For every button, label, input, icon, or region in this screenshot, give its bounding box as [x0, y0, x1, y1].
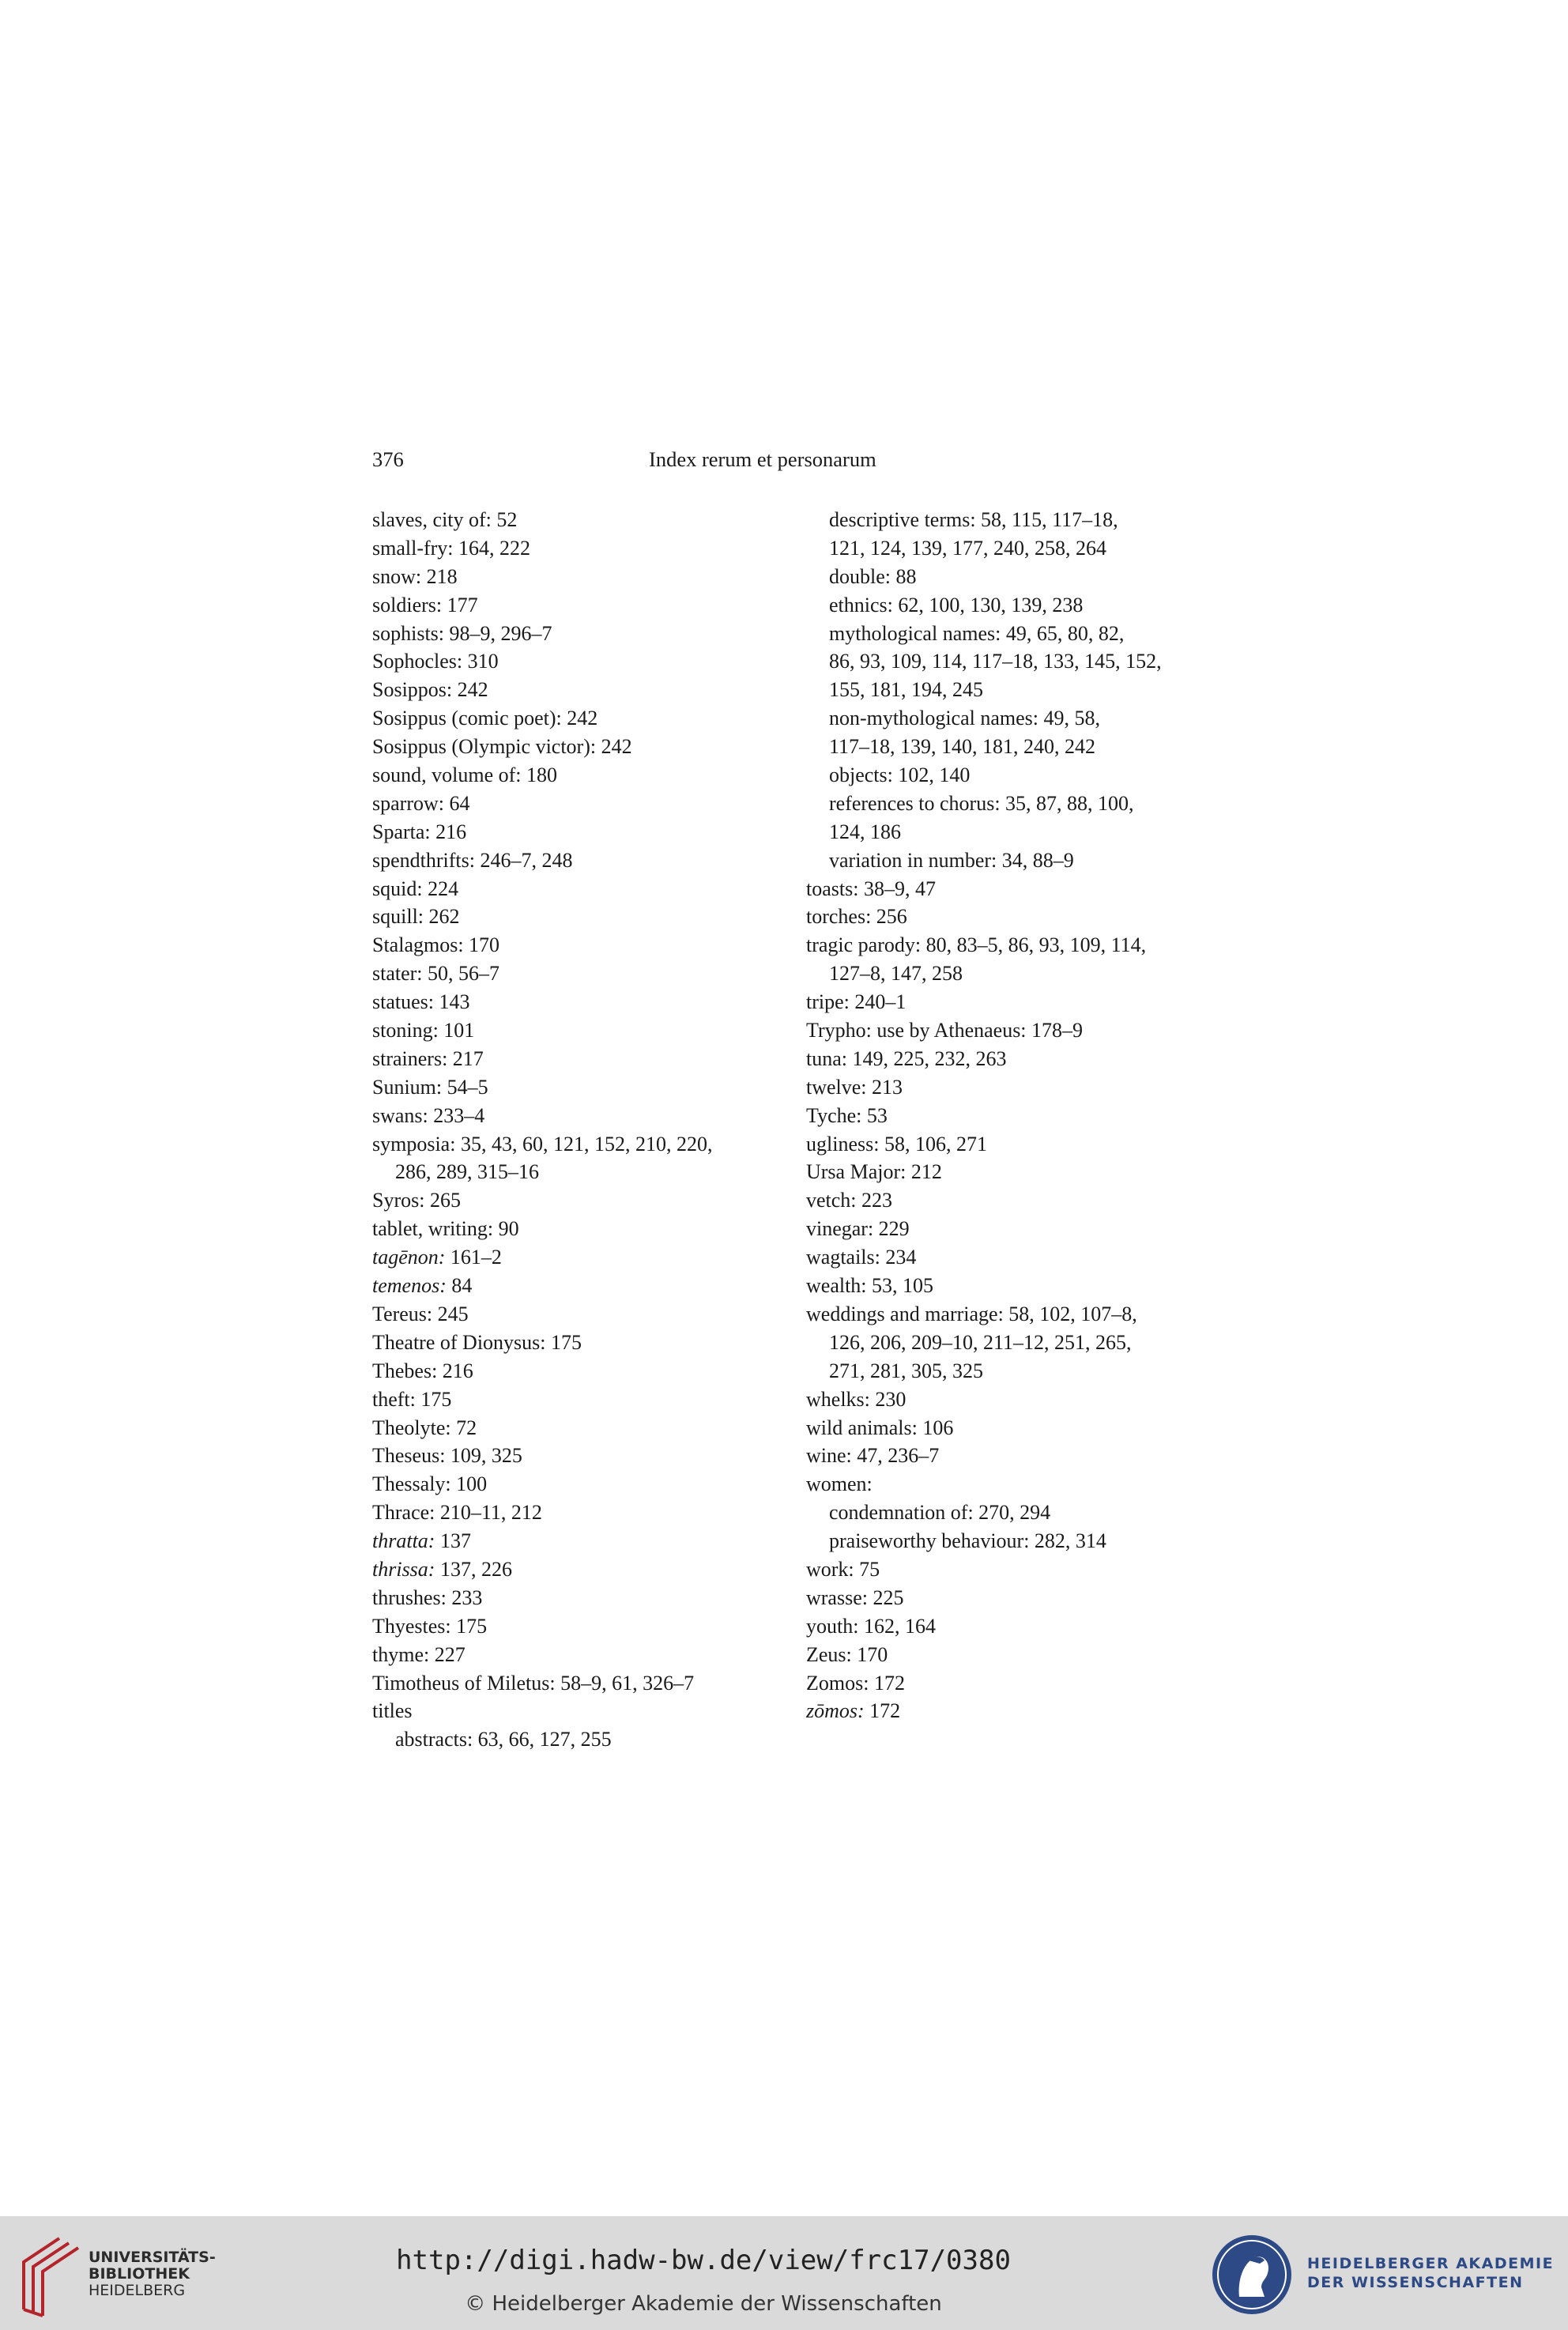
index-entry [806, 1102, 1217, 1130]
index-entry-text: 161–2 [445, 1246, 502, 1269]
index-entry-text: variation in number: 34, 88–9 [829, 848, 1074, 872]
index-entry [806, 790, 1217, 818]
index-entry-text: references to chorus: 35, 87, 88, 100, [829, 791, 1134, 815]
viewer-footer [0, 2216, 1568, 2330]
index-entry-text: 172 [864, 1699, 901, 1723]
index-entry [372, 506, 767, 534]
index-entry-text: Thebes: 216 [372, 1359, 473, 1382]
index-entry [372, 1612, 767, 1641]
index-entry-text: wine: 47, 236–7 [806, 1444, 940, 1468]
index-entry-text: Syros: 265 [372, 1189, 461, 1212]
index-entry [372, 1272, 767, 1300]
index-entry-text: sparrow: 64 [372, 791, 470, 815]
index-entry-text: 155, 181, 194, 245 [829, 678, 983, 702]
index-entry [806, 960, 1217, 988]
index-entry [372, 1329, 767, 1357]
index-entry [806, 1527, 1217, 1555]
index-entry-text: symposia: 35, 43, 60, 121, 152, 210, 220, [372, 1132, 713, 1156]
index-entry-text: non-mythological names: 49, 58, [829, 707, 1101, 730]
index-entry [806, 1442, 1217, 1470]
index-entry [372, 1725, 767, 1754]
index-entry [372, 790, 767, 818]
index-entry-text: wrasse: 225 [806, 1585, 904, 1609]
index-entry-text: twelve: 213 [806, 1075, 903, 1099]
index-entry-text: Sparta: 216 [372, 820, 467, 843]
index-entry [372, 761, 767, 790]
index-entry-text: 124, 186 [829, 820, 901, 843]
index-entry [372, 1386, 767, 1414]
library-name-line1: UNIVERSITÄTS- [89, 2249, 216, 2266]
index-entry-text: youth: 162, 164 [806, 1614, 936, 1638]
index-entry-text: 137 [435, 1529, 471, 1553]
index-entry-text: whelks: 230 [806, 1387, 906, 1411]
index-entry [806, 1499, 1217, 1527]
index-entry [806, 1612, 1217, 1641]
index-entry [806, 1697, 1217, 1725]
index-entry-text: sound, volume of: 180 [372, 763, 557, 787]
index-entry-text: toasts: 38–9, 47 [806, 877, 936, 900]
index-entry [372, 846, 767, 875]
index-entry [806, 1641, 1217, 1669]
index-entry [806, 1186, 1217, 1215]
index-entry [806, 1073, 1217, 1102]
index-entry-text: tragic parody: 80, 83–5, 86, 93, 109, 114, [806, 933, 1147, 957]
index-entry-text: wealth: 53, 105 [806, 1274, 934, 1298]
index-entry-text: Zeus: 170 [806, 1642, 888, 1666]
index-entry-text: ugliness: 58, 106, 271 [806, 1132, 987, 1156]
index-entry [372, 1045, 767, 1073]
index-entry-text: Thessaly: 100 [372, 1472, 488, 1496]
index-entry [806, 1158, 1217, 1186]
index-entry-text: thrushes: 233 [372, 1585, 483, 1609]
index-entry-text: slaves, city of: 52 [372, 508, 518, 531]
index-entry [372, 1470, 767, 1499]
index-entry [806, 1470, 1217, 1499]
index-entry-text: small-fry: 164, 222 [372, 536, 531, 560]
index-entry-text: Thyestes: 175 [372, 1614, 488, 1638]
index-entry [372, 1697, 767, 1725]
index-entry-text: 86, 93, 109, 114, 117–18, 133, 145, 152, [829, 650, 1162, 673]
index-entry [372, 1499, 767, 1527]
index-entry-text: torches: 256 [806, 905, 907, 929]
index-entry [806, 1414, 1217, 1442]
index-entry [806, 563, 1217, 591]
index-entry-text: 137, 226 [435, 1557, 512, 1581]
index-entry [806, 1272, 1217, 1300]
index-entry [372, 1016, 767, 1045]
index-term-italic: thratta: [372, 1529, 435, 1553]
index-entry [372, 1130, 767, 1159]
index-entry [372, 960, 767, 988]
index-entry-text: Tereus: 245 [372, 1302, 469, 1325]
academy-seal-icon [1209, 2232, 1295, 2317]
index-entry-text: weddings and marriage: 58, 102, 107–8, [806, 1302, 1137, 1325]
index-entry-text: Tyche: 53 [806, 1103, 888, 1127]
index-term-italic: temenos: [372, 1274, 447, 1298]
index-entry-text: Theseus: 109, 325 [372, 1444, 522, 1468]
index-entry [806, 534, 1217, 563]
page-header [372, 447, 1178, 476]
index-entry [806, 1669, 1217, 1698]
index-entry-text: 121, 124, 139, 177, 240, 258, 264 [829, 536, 1106, 560]
index-entry-text: descriptive terms: 58, 115, 117–18, [829, 508, 1118, 531]
index-entry-text: theft: 175 [372, 1387, 452, 1411]
index-entry [806, 1584, 1217, 1612]
index-entry-text: thyme: 227 [372, 1642, 466, 1666]
index-entry-text: Trypho: use by Athenaeus: 178–9 [806, 1019, 1084, 1042]
index-entry [806, 1243, 1217, 1272]
index-entry [372, 1300, 767, 1329]
index-entry-text: vetch: 223 [806, 1189, 893, 1212]
index-entry [372, 704, 767, 733]
library-name-line2: BIBLIOTHEK [89, 2265, 190, 2283]
index-entry [372, 1584, 767, 1612]
page-number: 376 [372, 447, 404, 471]
index-entry-text: soldiers: 177 [372, 593, 478, 616]
index-entry [806, 676, 1217, 704]
index-entry-text: Sophocles: 310 [372, 650, 499, 673]
index-entry-text: 286, 289, 315–16 [395, 1160, 539, 1184]
index-entry [806, 620, 1217, 648]
index-column-left [372, 506, 767, 1754]
index-entry-text: mythological names: 49, 65, 80, 82, [829, 621, 1125, 645]
index-entry [372, 733, 767, 761]
index-entry-text: titles [372, 1699, 413, 1723]
index-entry [372, 591, 767, 620]
index-entry-text: spendthrifts: 246–7, 248 [372, 848, 573, 872]
index-entry-text: tablet, writing: 90 [372, 1217, 519, 1241]
index-entry [806, 1130, 1217, 1159]
index-entry [372, 875, 767, 903]
index-entry-text: 84 [446, 1274, 473, 1298]
index-entry-text: swans: 233–4 [372, 1103, 485, 1127]
index-entry [806, 506, 1217, 534]
index-entry [372, 1073, 767, 1102]
library-name-line3: HEIDELBERG [89, 2282, 186, 2299]
index-entry [372, 620, 767, 648]
index-entry [372, 1555, 767, 1584]
index-entry-text: strainers: 217 [372, 1046, 484, 1070]
index-entry-text: Sunium: 54–5 [372, 1075, 488, 1099]
copyright-notice: © Heidelberger Akademie der Wissenschaften [465, 2292, 942, 2316]
index-term-italic: zōmos: [806, 1699, 865, 1723]
index-entry-text: work: 75 [806, 1557, 880, 1581]
academy-name-line1: HEIDELBERGER AKADEMIE [1307, 2255, 1555, 2272]
index-entry-text: praiseworthy behaviour: 282, 314 [829, 1529, 1106, 1553]
index-entry [372, 563, 767, 591]
index-entry-text: squid: 224 [372, 877, 459, 900]
index-term-italic: thrissa: [372, 1557, 435, 1581]
index-entry-text: wild animals: 106 [806, 1416, 954, 1439]
index-entry [372, 1102, 767, 1130]
index-entry [806, 903, 1217, 931]
index-entry [372, 1527, 767, 1555]
index-entry [372, 1215, 767, 1243]
index-entry-text: women: [806, 1472, 873, 1496]
index-entry-text: Sosippus (comic poet): 242 [372, 707, 598, 730]
running-head: Index rerum et personarum [649, 447, 876, 471]
index-entry-text: abstracts: 63, 66, 127, 255 [395, 1728, 612, 1751]
index-entry [372, 1243, 767, 1272]
index-entry [372, 647, 767, 676]
index-entry-text: snow: 218 [372, 564, 458, 588]
index-entry-text: 271, 281, 305, 325 [829, 1359, 983, 1382]
index-entry [806, 704, 1217, 733]
index-entry [372, 1669, 767, 1698]
index-entry-text: ethnics: 62, 100, 130, 139, 238 [829, 593, 1084, 616]
index-entry [806, 1555, 1217, 1584]
index-entry-text: statues: 143 [372, 990, 470, 1014]
index-entry-text: Ursa Major: 212 [806, 1160, 942, 1184]
index-entry-text: Stalagmos: 170 [372, 933, 500, 957]
index-entry-text: sophists: 98–9, 296–7 [372, 621, 552, 645]
index-entry-text: 126, 206, 209–10, 211–12, 251, 265, [829, 1330, 1132, 1354]
index-entry [372, 1357, 767, 1386]
index-entry [372, 1641, 767, 1669]
index-entry [806, 647, 1217, 676]
index-entry-text: stoning: 101 [372, 1019, 475, 1042]
index-entry [806, 1386, 1217, 1414]
index-entry-text: vinegar: 229 [806, 1217, 910, 1241]
index-entry [372, 1186, 767, 1215]
index-entry [806, 1300, 1217, 1329]
index-entry-text: Sosippus (Olympic victor): 242 [372, 735, 632, 759]
index-entry-text: wagtails: 234 [806, 1246, 917, 1269]
index-entry [806, 761, 1217, 790]
index-entry [372, 1158, 767, 1186]
index-entry [806, 818, 1217, 846]
index-entry [806, 1357, 1217, 1386]
index-entry-text: squill: 262 [372, 905, 460, 929]
index-entry-text: Zomos: 172 [806, 1671, 905, 1695]
index-entry [372, 1442, 767, 1470]
index-entry-text: Sosippos: 242 [372, 678, 488, 702]
permalink-url[interactable]: http://digi.hadw-bw.de/view/frc17/0380 [396, 2245, 1011, 2276]
index-entry [806, 875, 1217, 903]
index-entry [806, 733, 1217, 761]
index-entry-text: tripe: 240–1 [806, 990, 906, 1014]
index-entry [372, 676, 767, 704]
index-entry [372, 903, 767, 931]
index-entry [372, 988, 767, 1016]
index-entry [806, 931, 1217, 960]
index-entry [806, 1329, 1217, 1357]
index-entry-text: Theolyte: 72 [372, 1416, 477, 1439]
index-entry-text: objects: 102, 140 [829, 763, 971, 787]
index-entry-text: stater: 50, 56–7 [372, 962, 500, 986]
index-entry-text: Theatre of Dionysus: 175 [372, 1330, 582, 1354]
index-column-right [806, 506, 1217, 1725]
index-entry [806, 846, 1217, 875]
index-entry [806, 988, 1217, 1016]
index-entry-text: Thrace: 210–11, 212 [372, 1501, 542, 1525]
academy-name-line2: DER WISSENSCHAFTEN [1307, 2274, 1524, 2291]
index-entry [806, 1215, 1217, 1243]
index-entry [372, 818, 767, 846]
index-entry-text: Timotheus of Miletus: 58–9, 61, 326–7 [372, 1671, 695, 1695]
index-entry [806, 591, 1217, 620]
index-entry-text: condemnation of: 270, 294 [829, 1501, 1051, 1525]
index-entry [806, 1045, 1217, 1073]
index-entry [806, 1016, 1217, 1045]
index-entry-text: tuna: 149, 225, 232, 263 [806, 1046, 1007, 1070]
index-entry-text: double: 88 [829, 564, 917, 588]
index-entry [372, 534, 767, 563]
academy-name [1307, 2254, 1554, 2292]
index-entry [372, 931, 767, 960]
index-entry [372, 1414, 767, 1442]
index-entry-text: 117–18, 139, 140, 181, 240, 242 [829, 735, 1096, 759]
index-entry-text: 127–8, 147, 258 [829, 962, 963, 986]
index-term-italic: tagēnon: [372, 1246, 446, 1269]
